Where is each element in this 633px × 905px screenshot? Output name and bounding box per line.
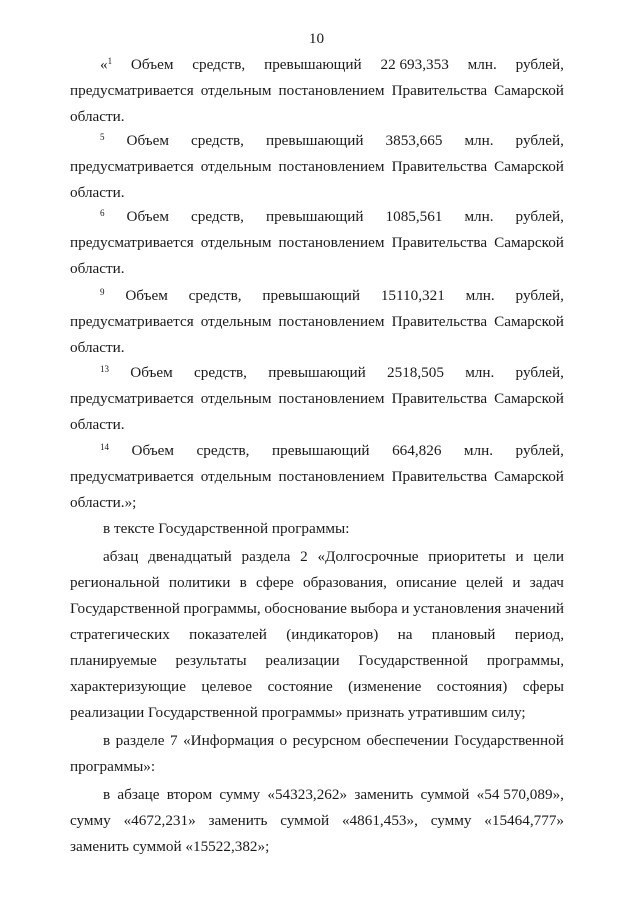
word: и xyxy=(512,574,521,591)
word: средств, xyxy=(188,287,242,304)
word: средств, xyxy=(196,442,250,459)
footnote-line-2 xyxy=(70,312,564,332)
word: Правительства xyxy=(391,234,488,251)
paragraph-abzac-last-line: реализации Государственной программы» признать утратившим силу; xyxy=(70,704,526,721)
word: «4672,231» xyxy=(123,812,196,829)
word: состояние xyxy=(267,678,333,695)
footnote-line-1 xyxy=(100,286,564,306)
word: млн. xyxy=(467,56,497,73)
word: установления xyxy=(413,600,502,617)
word: разделе xyxy=(115,732,165,749)
paragraph-sums-line xyxy=(103,785,564,805)
word: 22 693,353 xyxy=(380,56,449,73)
footnote-number: 5 xyxy=(100,132,105,142)
word: млн. xyxy=(465,287,495,304)
paragraph-abzac-line xyxy=(103,547,564,567)
paragraph-program-text: в тексте Государственной программы: xyxy=(103,520,350,537)
word: результаты xyxy=(175,652,247,669)
paragraph-sums-line xyxy=(70,811,564,831)
word: превышающий xyxy=(268,364,366,381)
word: отдельным xyxy=(200,234,272,251)
word: предусматривается xyxy=(70,82,194,99)
word: Самарской xyxy=(494,158,564,175)
footnote-line-3: области. xyxy=(70,184,125,201)
footnote-number: 6 xyxy=(100,208,105,218)
word: Объем xyxy=(125,287,168,304)
word: Правительства xyxy=(391,313,488,330)
word: описание xyxy=(396,574,457,591)
word: состояния) xyxy=(436,678,508,695)
word: Объем xyxy=(131,442,175,459)
word: Государственной xyxy=(358,652,469,669)
footnote-line-2 xyxy=(70,467,564,487)
footnote-line-2 xyxy=(70,233,564,253)
word: Самарской xyxy=(494,234,564,251)
word: отдельным xyxy=(200,468,272,485)
paragraph-sums-last-line: заменить суммой «15522,382»; xyxy=(70,838,270,855)
footnote-line-3: области. xyxy=(70,260,125,277)
word: Правительства xyxy=(391,468,488,485)
word: сумму xyxy=(219,786,261,803)
word: рублей, xyxy=(515,208,564,225)
word: сфере xyxy=(255,574,294,591)
word: в xyxy=(103,732,111,749)
footnote-marker xyxy=(100,207,105,227)
word: (индикаторов) xyxy=(286,626,379,643)
word: средств, xyxy=(191,132,244,149)
word: превышающий xyxy=(262,287,360,304)
word: рублей, xyxy=(515,287,564,304)
word: сферы xyxy=(522,678,564,695)
word: рублей, xyxy=(515,56,564,73)
word: превышающий xyxy=(265,208,364,225)
word: и xyxy=(401,600,410,617)
word: цели xyxy=(533,548,564,565)
word: абзац xyxy=(103,548,139,565)
word: образования, xyxy=(302,574,387,591)
paragraph-abzac-line xyxy=(70,625,564,645)
footnote-line-1 xyxy=(100,441,564,461)
word: в xyxy=(239,574,247,591)
word: в xyxy=(103,786,111,803)
word: 664,826 xyxy=(392,442,442,459)
footnote-line-2 xyxy=(70,157,564,177)
word: млн. xyxy=(464,132,494,149)
paragraph-abzac-line xyxy=(70,573,564,593)
word: 1085,561 xyxy=(385,208,443,225)
word: на xyxy=(397,626,413,643)
word: плановый xyxy=(431,626,496,643)
paragraph-section7-last-line: программы»: xyxy=(70,758,156,775)
word: Самарской xyxy=(494,82,564,99)
word: региональной xyxy=(70,574,160,591)
word: целей xyxy=(465,574,504,591)
word: обоснование xyxy=(264,600,347,617)
word: предусматривается xyxy=(70,234,194,251)
word: характеризующие xyxy=(70,678,186,695)
footnote-marker xyxy=(100,363,109,383)
word: показателей xyxy=(189,626,267,643)
word: средств, xyxy=(194,364,247,381)
word: млн. xyxy=(463,442,494,459)
word: суммой xyxy=(280,812,330,829)
word: отдельным xyxy=(200,82,272,99)
word: целевое xyxy=(201,678,253,695)
word: выбора xyxy=(350,600,398,617)
word: «54 570,089», xyxy=(476,786,564,803)
word: 3853,665 xyxy=(385,132,443,149)
word: «Информация xyxy=(183,732,275,749)
footnote-marker xyxy=(100,286,105,306)
word: планируемые xyxy=(70,652,157,669)
footnote-line-1 xyxy=(100,131,564,151)
word: постановлением xyxy=(278,234,385,251)
word: реализации xyxy=(265,652,340,669)
word: Самарской xyxy=(494,390,564,407)
footnote-line-2 xyxy=(70,389,564,409)
word: «54323,262» xyxy=(267,786,348,803)
word: двенадцатый xyxy=(148,548,232,565)
word: и xyxy=(515,548,524,565)
word: программы, xyxy=(486,652,564,669)
word: (изменение xyxy=(348,678,422,695)
word: предусматривается xyxy=(70,313,194,330)
word: раздела xyxy=(241,548,291,565)
word: превышающий xyxy=(271,442,370,459)
word: средств, xyxy=(191,208,244,225)
word: отдельным xyxy=(200,158,272,175)
footnote-marker: «$^1$ xyxy=(100,56,113,73)
word: Правительства xyxy=(391,82,488,99)
footnote-line-1 xyxy=(100,207,564,227)
word: 7 xyxy=(170,732,178,749)
word: постановлением xyxy=(278,313,385,330)
footnote-line-3: области. xyxy=(70,108,125,125)
word: период, xyxy=(514,626,564,643)
footnote-number: 14 xyxy=(100,442,109,452)
footnote-marker xyxy=(100,441,109,461)
word: ресурсном xyxy=(292,732,361,749)
paragraph-abzac-line xyxy=(70,651,564,671)
word: Самарской xyxy=(494,313,564,330)
word: Объем xyxy=(126,132,170,149)
word: предусматривается xyxy=(70,468,194,485)
paragraph-abzac-line xyxy=(70,599,564,619)
word: стратегических xyxy=(70,626,170,643)
word: отдельным xyxy=(200,313,272,330)
footnote-marker xyxy=(100,131,105,151)
word: втором xyxy=(166,786,213,803)
footnote-line-1 xyxy=(100,363,564,383)
word: рублей, xyxy=(515,442,564,459)
word: млн. xyxy=(464,208,494,225)
word: превышающий xyxy=(265,132,364,149)
paragraph-section7-line xyxy=(103,731,564,751)
paragraph-abzac-line xyxy=(70,677,564,697)
word: рублей, xyxy=(515,132,564,149)
word: постановлением xyxy=(278,390,385,407)
word: Объем xyxy=(130,56,174,73)
footnote-number: 9 xyxy=(100,287,105,297)
word: задач xyxy=(529,574,564,591)
word: средств, xyxy=(192,56,246,73)
footnote-number: 1 xyxy=(107,56,113,66)
word: «15464,777» xyxy=(484,812,564,829)
word: отдельным xyxy=(200,390,272,407)
word: программы, xyxy=(183,600,261,617)
word: предусматривается xyxy=(70,390,194,407)
word: обеспечении xyxy=(366,732,449,749)
footnote-line-3: области. xyxy=(70,339,125,356)
word: Самарской xyxy=(494,468,564,485)
word: Государственной xyxy=(454,732,564,749)
word: заменить xyxy=(208,812,268,829)
word: Правительства xyxy=(391,158,488,175)
word: сумму xyxy=(430,812,472,829)
word: постановлением xyxy=(278,82,385,99)
word: Объем xyxy=(130,364,173,381)
word: «4861,453», xyxy=(341,812,418,829)
word: о xyxy=(279,732,288,749)
word: предусматривается xyxy=(70,158,194,175)
word: млн. xyxy=(465,364,495,381)
word: приоритеты xyxy=(428,548,506,565)
word: Объем xyxy=(126,208,170,225)
word: рублей, xyxy=(515,364,564,381)
footnote-line-2 xyxy=(70,81,564,101)
word: заменить xyxy=(354,786,414,803)
word: превышающий xyxy=(264,56,362,73)
word: абзаце xyxy=(117,786,160,803)
footnote-line-1 xyxy=(100,55,564,75)
word: «Долгосрочные xyxy=(317,548,419,565)
word: 2518,505 xyxy=(387,364,444,381)
page-number: 10 xyxy=(308,30,325,47)
footnote-line-3: области. xyxy=(70,416,125,433)
word: значений xyxy=(504,600,564,617)
word: постановлением xyxy=(278,158,385,175)
word: постановлением xyxy=(278,468,385,485)
word: 15110,321 xyxy=(380,287,445,304)
word: Правительства xyxy=(391,390,488,407)
word: суммой xyxy=(420,786,470,803)
footnote-number: 13 xyxy=(100,364,109,374)
word: 2 xyxy=(300,548,308,565)
word: политики xyxy=(168,574,231,591)
word: Государственной xyxy=(70,600,180,617)
word: сумму xyxy=(70,812,111,829)
footnote-line-3: области.»; xyxy=(70,494,137,511)
